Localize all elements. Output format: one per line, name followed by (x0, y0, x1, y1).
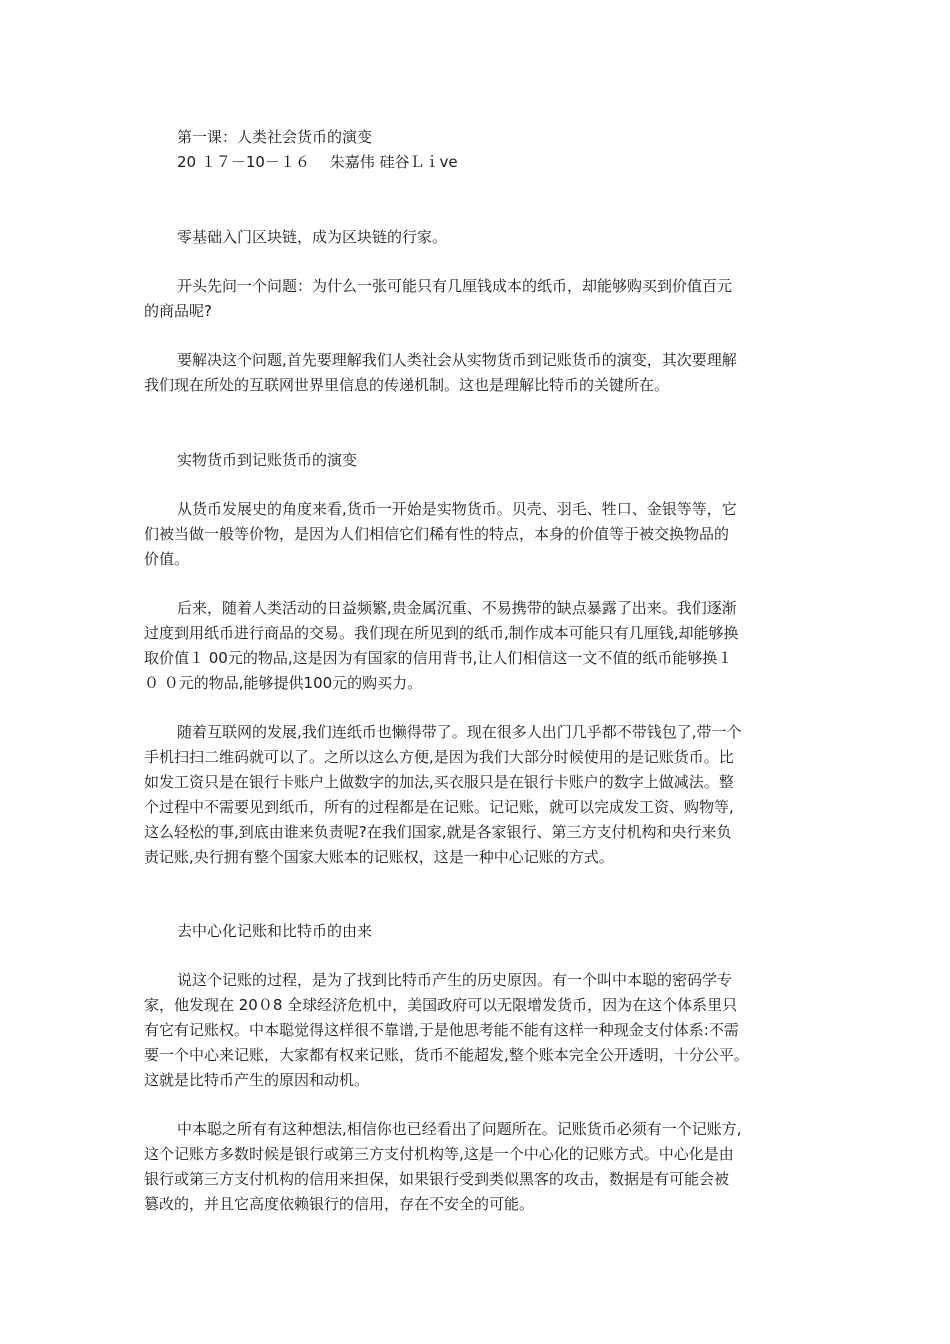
paragraph-line: 责记账,央行拥有整个国家大账本的记账权，这是一种中心记账的方式。 (144, 848, 614, 866)
paragraph-line: 后来，随着人类活动的日益频繁,贵金属沉重、不易携带的缺点暴露了出来。我们逐渐 (177, 599, 737, 617)
document-meta: 20 １７－10－１６ 朱嘉伟 硅谷Ｌｉve (177, 153, 458, 171)
paragraph-line: 如发工资只是在银行卡账户上做数字的加法,买衣服只是在银行卡账户的数字上做减法。整 (144, 773, 734, 791)
document-title: 第一课：人类社会货币的演变 (177, 128, 373, 146)
paragraph-line: 要解决这个问题,首先要理解我们人类社会从实物货币到记账货币的演变，其次要理解 (177, 351, 737, 369)
paragraph-line: 要一个中心来记账，大家都有权来记账，货币不能超发,整个账本完全公开透明，十分公平。 (144, 1046, 749, 1064)
paragraph-line: 篡改的，并且它高度依赖银行的信用，存在不安全的可能。 (144, 1195, 535, 1213)
paragraph-line: 的商品呢? (144, 302, 212, 320)
paragraph-line: 过度到用纸币进行商品的交易。我们现在所见到的纸币,制作成本可能只有几厘钱,却能够换 (144, 624, 739, 642)
paragraph-line: 们被当做一般等价物，是因为人们相信它们稀有性的特点，本身的价值等于被交换物品的 (144, 525, 730, 543)
paragraph-line: 我们现在所处的互联网世界里信息的传递机制。这也是理解比特币的关键所在。 (144, 376, 670, 394)
section-heading: 实物货币到记账货币的演变 (177, 451, 358, 469)
paragraph-line: 从货币发展史的角度来看,货币一开始是实物货币。贝壳、羽毛、牲口、金银等等，它 (177, 500, 737, 518)
paragraph-line: 开头先问一个问题：为什么一张可能只有几厘钱成本的纸币，却能够购买到价值百元 (177, 277, 733, 295)
paragraph-line: 这就是比特币产生的原因和动机。 (144, 1071, 370, 1089)
paragraph-line: 随着互联网的发展,我们连纸币也懒得带了。现在很多人出门几乎都不带钱包了,带一个 (177, 723, 742, 741)
paragraph-line: 价值。 (144, 550, 190, 568)
paragraph-line: 银行或第三方支付机构的信用来担保，如果银行受到类似黑客的攻击，数据是有可能会被 (144, 1170, 730, 1188)
paragraph-line: ０ ０元的物品,能够提供100元的购买力。 (144, 674, 423, 692)
paragraph-line: 取价值１ 00元的物品,这是因为有国家的信用背书,让人们相信这一文不值的纸币能够换１ (144, 649, 733, 667)
paragraph-line: 这个记账方多数时候是银行或第三方支付机构等,这是一个中心化的记账方式。中心化是由 (144, 1145, 734, 1163)
paragraph-line: 有它有记账权。中本聪觉得这样很不靠谱,于是他思考能不能有这样一种现金支付体系:不需 (144, 1021, 739, 1039)
paragraph-line: 手机扫扫二维码就可以了。之所以这么方便,是因为我们大部分时候使用的是记账货币。比 (144, 748, 734, 766)
paragraph-line: 家，他发现在 20０8 全球经济危机中，美国政府可以无限增发货币，因为在这个体系里只 (144, 996, 738, 1014)
paragraph-line: 这么轻松的事,到底由谁来负责呢?在我们国家,就是各家银行、第三方支付机构和央行来负 (144, 823, 732, 841)
paragraph-line: 说这个记账的过程，是为了找到比特币产生的历史原因。有一个叫中本聪的密码学专 (177, 971, 733, 989)
section-heading: 去中心化记账和比特币的由来 (177, 922, 373, 940)
intro-paragraph: 零基础入门区块链，成为区块链的行家。 (177, 228, 448, 246)
paragraph-line: 中本聪之所有有这种想法,相信你也已经看出了问题所在。记账货币必须有一个记账方, (177, 1120, 742, 1138)
paragraph-line: 个过程中不需要见到纸币，所有的过程都是在记账。记记账，就可以完成发工资、购物等, (144, 798, 734, 816)
